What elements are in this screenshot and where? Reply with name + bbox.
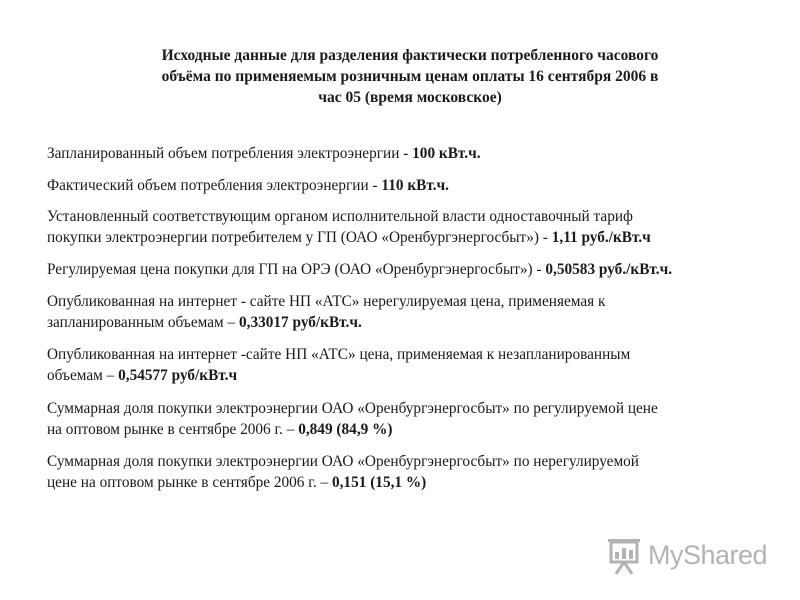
paragraph-line <box>47 206 767 227</box>
paragraph-line <box>47 143 767 164</box>
paragraph-text: Опубликованная на интернет -сайте НП «АТС» цена, применяемая к незапланированным <box>47 346 631 363</box>
paragraph-line <box>47 398 767 419</box>
paragraph-text: на оптовом рынке в сентябре 2006 г. – <box>47 421 299 438</box>
paragraph-value: 0,151 (15,1 %) <box>331 474 427 491</box>
paragraph-text: Суммарная доля покупки электроэнергии ОАО «Оренбургэнергосбыт» по нерегулируемой <box>47 453 639 470</box>
paragraph-line <box>47 344 767 365</box>
paragraph-text: Суммарная доля покупки электроэнергии ОАО «Оренбургэнергосбыт» по регулируемой цене <box>47 400 658 417</box>
paragraph-text: Запланированный объем потребления электроэнергии - <box>47 145 413 162</box>
paragraph-text: покупки электроэнергии потребителем у ГП (ОАО «Оренбургэнергосбыт») - <box>47 229 552 246</box>
paragraph-line <box>47 365 767 386</box>
paragraph-tariff <box>47 206 767 248</box>
paragraph-value: 0,849 (84,9 %) <box>298 421 393 438</box>
paragraph-regulated-price <box>47 259 767 280</box>
paragraph-actual-volume <box>47 175 767 196</box>
paragraph-value: 100 кВт.ч. <box>412 145 481 162</box>
paragraph-value: 1,11 руб./кВт.ч <box>551 229 651 246</box>
title-line: Исходные данные для разделения фактически потребленного часового <box>161 47 659 64</box>
paragraph-line <box>47 451 767 472</box>
paragraph-line <box>47 175 767 196</box>
paragraph-unregulated-planned <box>47 291 767 333</box>
presentation-board-icon <box>606 538 642 576</box>
paragraph-value: 0,50583 руб./кВт.ч. <box>545 261 673 278</box>
paragraph-unregulated-share <box>47 451 767 493</box>
paragraph-value: 110 кВт.ч. <box>381 177 449 194</box>
logo-text: MyShared <box>648 540 768 570</box>
paragraph-text: Регулируемая цена покупки для ГП на ОРЭ (ОАО «Оренбургэнергосбыт») - <box>47 261 546 278</box>
paragraph-text: объемам – <box>47 367 119 384</box>
paragraph-text: цене на оптовом рынке в сентябре 2006 г. – <box>47 474 332 491</box>
paragraph-line <box>47 312 767 333</box>
title-line: час 05 (время московское) <box>318 89 502 106</box>
paragraph-text: Фактический объем потребления электроэнергии - <box>47 177 382 194</box>
paragraph-planned-volume <box>47 143 767 164</box>
slide-title <box>100 45 720 108</box>
paragraph-text: запланированным объемам – <box>47 314 239 331</box>
paragraph-regulated-share <box>47 398 767 440</box>
paragraph-value: 0,33017 руб/кВт.ч. <box>238 314 362 331</box>
paragraph-line <box>47 419 767 440</box>
paragraph-line <box>47 259 767 280</box>
paragraph-line <box>47 472 767 493</box>
title-line: объёма по применяемым розничным ценам оплаты 16 сентября 2006 в <box>161 68 659 85</box>
paragraph-unregulated-unplanned <box>47 344 767 386</box>
paragraph-text: Установленный соответствующим органом исполнительной власти одноставочный тариф <box>47 208 633 225</box>
paragraph-text: Опубликованная на интернет - сайте НП «АТС» нерегулируемая цена, применяемая к <box>47 293 606 310</box>
myshared-logo[interactable] <box>606 538 776 578</box>
paragraph-value: 0,54577 руб/кВт.ч <box>118 367 238 384</box>
paragraph-line <box>47 291 767 312</box>
paragraph-line <box>47 227 767 248</box>
